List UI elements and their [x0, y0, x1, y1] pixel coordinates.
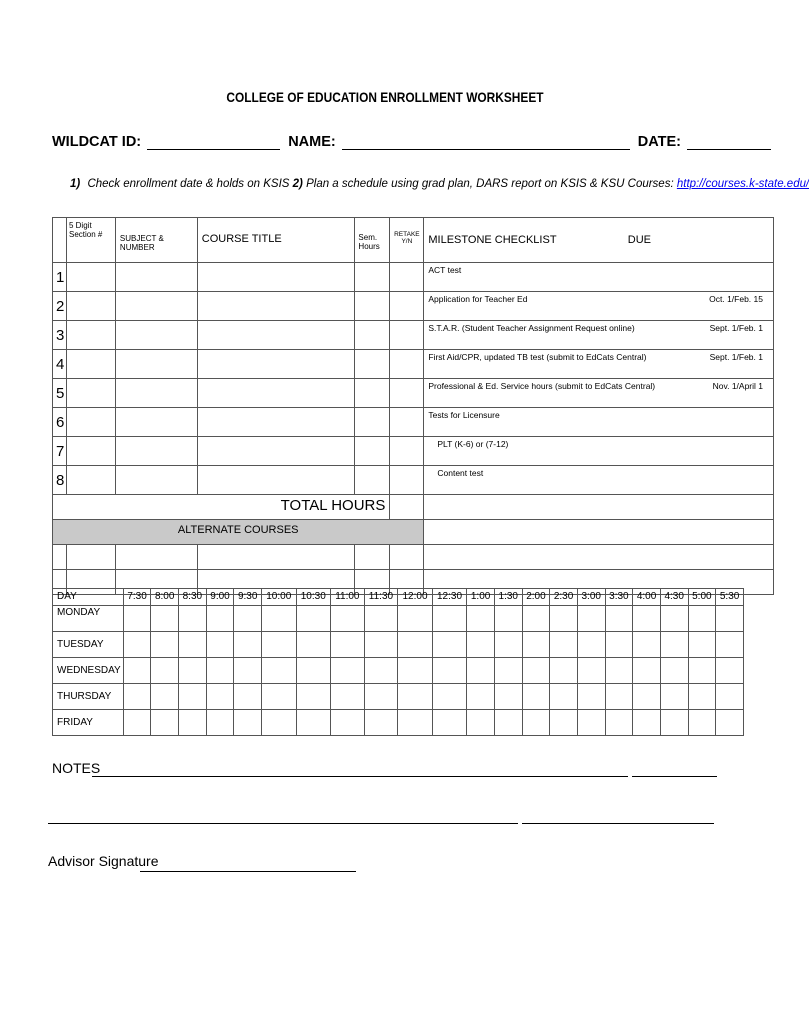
- time-slot-header: 9:00: [206, 589, 234, 606]
- milestone-due: Oct. 1/Feb. 15: [709, 294, 763, 304]
- schedule-cell[interactable]: [550, 606, 578, 632]
- schedule-cell[interactable]: [151, 606, 179, 632]
- subject-cell[interactable]: [115, 321, 197, 350]
- schedule-cell[interactable]: [633, 606, 661, 632]
- schedule-cell[interactable]: [660, 684, 688, 710]
- schedule-cell[interactable]: [364, 606, 398, 632]
- retake-cell[interactable]: [390, 466, 424, 495]
- time-slot-header: 12:00: [398, 589, 433, 606]
- schedule-cell[interactable]: [151, 684, 179, 710]
- schedule-cell[interactable]: [179, 684, 207, 710]
- schedule-cell[interactable]: [605, 658, 633, 684]
- schedule-cell[interactable]: [467, 632, 495, 658]
- time-slot-header: 8:00: [151, 589, 179, 606]
- milestone-text: ACT test: [428, 265, 462, 275]
- time-slot-header: 4:00: [633, 589, 661, 606]
- schedule-cell[interactable]: [364, 632, 398, 658]
- course-row: [53, 379, 774, 408]
- row-number: 6: [53, 408, 67, 437]
- course-row: [53, 408, 774, 437]
- time-slot-header: 3:00: [577, 589, 605, 606]
- course-row: [53, 437, 774, 466]
- course-title-cell[interactable]: [197, 350, 355, 379]
- schedule-cell[interactable]: [364, 710, 398, 736]
- schedule-header-row: [53, 589, 744, 606]
- schedule-cell[interactable]: [331, 658, 365, 684]
- row-number: 4: [53, 350, 67, 379]
- time-slot-header: 9:30: [234, 589, 262, 606]
- milestone-item[interactable]: [424, 466, 774, 495]
- schedule-cell[interactable]: [605, 632, 633, 658]
- course-title-header: COURSE TITLE: [197, 218, 355, 263]
- time-slot-header: 11:00: [331, 589, 365, 606]
- milestone-item[interactable]: [424, 292, 774, 321]
- schedule-cell[interactable]: [398, 606, 433, 632]
- retake-cell[interactable]: [390, 321, 424, 350]
- hours-cell[interactable]: [355, 321, 390, 350]
- row-number: 5: [53, 379, 67, 408]
- schedule-cell[interactable]: [432, 632, 467, 658]
- section-cell[interactable]: [66, 408, 115, 437]
- time-slot-header: 5:30: [716, 589, 744, 606]
- schedule-cell[interactable]: [688, 658, 716, 684]
- schedule-cell[interactable]: [716, 710, 744, 736]
- schedule-cell[interactable]: [179, 606, 207, 632]
- milestone-due: Sept. 1/Feb. 1: [709, 352, 763, 362]
- milestone-due: Nov. 1/April 1: [712, 381, 763, 391]
- date-field[interactable]: [687, 135, 771, 150]
- alternate-courses-row: [53, 520, 774, 545]
- schedule-cell[interactable]: [633, 632, 661, 658]
- hours-cell[interactable]: [355, 466, 390, 495]
- schedule-cell[interactable]: [331, 684, 365, 710]
- day-label: FRIDAY: [53, 710, 124, 736]
- step1-number: 1): [70, 178, 81, 190]
- schedule-cell[interactable]: [179, 632, 207, 658]
- schedule-day-row: [53, 684, 744, 710]
- section-cell[interactable]: [66, 379, 115, 408]
- time-slot-header: 10:00: [262, 589, 297, 606]
- notes-line-2b[interactable]: [522, 823, 714, 824]
- schedule-cell[interactable]: [688, 710, 716, 736]
- row-number: 7: [53, 437, 67, 466]
- course-title-cell[interactable]: [197, 292, 355, 321]
- hours-cell[interactable]: [355, 379, 390, 408]
- schedule-cell[interactable]: [151, 710, 179, 736]
- notes-line-2[interactable]: [48, 823, 518, 824]
- section-cell[interactable]: [66, 321, 115, 350]
- subject-cell[interactable]: [115, 263, 197, 292]
- schedule-cell[interactable]: [605, 710, 633, 736]
- total-hours-label: TOTAL HOURS: [53, 495, 390, 520]
- schedule-cell[interactable]: [550, 658, 578, 684]
- schedule-cell[interactable]: [296, 710, 331, 736]
- subject-header: SUBJECT & NUMBER: [115, 218, 197, 263]
- row-number: 1: [53, 263, 67, 292]
- schedule-cell[interactable]: [398, 632, 433, 658]
- milestone-item[interactable]: [424, 321, 774, 350]
- course-title-cell[interactable]: [197, 437, 355, 466]
- advisor-signature-section: [48, 853, 159, 869]
- course-row: [53, 292, 774, 321]
- section-cell[interactable]: [66, 263, 115, 292]
- course-title-cell[interactable]: [197, 466, 355, 495]
- day-label: MONDAY: [53, 606, 124, 632]
- section-cell[interactable]: [66, 292, 115, 321]
- schedule-cell[interactable]: [364, 684, 398, 710]
- retake-cell[interactable]: [390, 292, 424, 321]
- time-slot-header: 1:30: [494, 589, 522, 606]
- schedule-cell[interactable]: [605, 684, 633, 710]
- time-slot-header: 7:30: [123, 589, 151, 606]
- advisor-signature-label: Advisor Signature: [48, 853, 159, 869]
- subject-cell[interactable]: [115, 292, 197, 321]
- retake-cell[interactable]: [390, 263, 424, 292]
- schedule-cell[interactable]: [716, 632, 744, 658]
- schedule-cell[interactable]: [432, 606, 467, 632]
- schedule-cell[interactable]: [633, 658, 661, 684]
- course-row: [53, 321, 774, 350]
- schedule-cell[interactable]: [577, 658, 605, 684]
- time-slot-header: 4:30: [660, 589, 688, 606]
- course-row: [53, 263, 774, 292]
- time-slot-header: 1:00: [467, 589, 495, 606]
- schedule-cell[interactable]: [262, 632, 297, 658]
- notes-line-1[interactable]: [92, 776, 628, 777]
- schedule-cell[interactable]: [398, 710, 433, 736]
- schedule-cell[interactable]: [398, 658, 433, 684]
- schedule-cell[interactable]: [633, 684, 661, 710]
- schedule-cell[interactable]: [296, 684, 331, 710]
- header-fields: [52, 134, 771, 150]
- alternate-courses-label: ALTERNATE COURSES: [53, 520, 424, 545]
- time-slot-header: 2:30: [550, 589, 578, 606]
- schedule-cell[interactable]: [296, 658, 331, 684]
- schedule-cell[interactable]: [331, 632, 365, 658]
- schedule-cell[interactable]: [633, 710, 661, 736]
- time-slot-header: 8:30: [179, 589, 207, 606]
- course-table: [52, 217, 774, 595]
- notes-section: [52, 760, 100, 776]
- schedule-cell[interactable]: [577, 606, 605, 632]
- subject-cell[interactable]: [115, 408, 197, 437]
- schedule-cell[interactable]: [494, 710, 522, 736]
- retake-cell[interactable]: [390, 350, 424, 379]
- subject-cell[interactable]: [115, 379, 197, 408]
- milestone-text: Content test: [437, 468, 484, 478]
- schedule-cell[interactable]: [123, 710, 151, 736]
- course-row: [53, 350, 774, 379]
- milestone-item[interactable]: [424, 408, 774, 437]
- hours-header: Sem. Hours: [355, 218, 390, 263]
- subject-cell[interactable]: [115, 437, 197, 466]
- course-title-cell[interactable]: [197, 408, 355, 437]
- schedule-cell[interactable]: [364, 658, 398, 684]
- milestone-text: Professional & Ed. Service hours (submit to EdCats Central): [428, 381, 656, 391]
- schedule-cell[interactable]: [151, 658, 179, 684]
- schedule-cell[interactable]: [660, 710, 688, 736]
- schedule-cell[interactable]: [262, 710, 297, 736]
- alternate-course-row: [53, 545, 774, 570]
- schedule-cell[interactable]: [522, 606, 550, 632]
- notes-label: NOTES: [52, 760, 101, 776]
- retake-cell[interactable]: [390, 437, 424, 466]
- schedule-cell[interactable]: [234, 710, 262, 736]
- section-header: 5 Digit Section #: [66, 218, 115, 263]
- row-number: 8: [53, 466, 67, 495]
- hours-cell[interactable]: [355, 408, 390, 437]
- schedule-cell[interactable]: [550, 632, 578, 658]
- date-label: DATE:: [637, 134, 682, 150]
- schedule-cell[interactable]: [262, 684, 297, 710]
- wildcat-id-field[interactable]: [147, 135, 280, 150]
- schedule-cell[interactable]: [467, 658, 495, 684]
- schedule-cell[interactable]: [123, 658, 151, 684]
- schedule-cell[interactable]: [688, 606, 716, 632]
- time-slot-header: 11:30: [364, 589, 398, 606]
- milestone-header: [424, 218, 774, 263]
- schedule-cell[interactable]: [577, 684, 605, 710]
- day-header: DAY: [53, 589, 124, 606]
- schedule-cell[interactable]: [577, 710, 605, 736]
- day-label: WEDNESDAY: [53, 658, 124, 684]
- schedule-cell[interactable]: [494, 606, 522, 632]
- schedule-cell[interactable]: [296, 606, 331, 632]
- total-hours-blank: [424, 495, 774, 520]
- total-hours-row: [53, 495, 774, 520]
- schedule-cell[interactable]: [522, 684, 550, 710]
- schedule-cell[interactable]: [522, 710, 550, 736]
- name-field[interactable]: [342, 135, 630, 150]
- schedule-cell[interactable]: [234, 684, 262, 710]
- schedule-cell[interactable]: [688, 684, 716, 710]
- section-cell[interactable]: [66, 350, 115, 379]
- schedule-cell[interactable]: [467, 606, 495, 632]
- advisor-signature-line[interactable]: [140, 871, 356, 872]
- schedule-cell[interactable]: [206, 684, 234, 710]
- schedule-cell[interactable]: [716, 606, 744, 632]
- schedule-cell[interactable]: [262, 658, 297, 684]
- schedule-cell[interactable]: [494, 658, 522, 684]
- schedule-cell[interactable]: [577, 632, 605, 658]
- notes-line-1b[interactable]: [632, 776, 717, 777]
- schedule-day-row: [53, 632, 744, 658]
- schedule-cell[interactable]: [688, 632, 716, 658]
- time-slot-header: 5:00: [688, 589, 716, 606]
- due-label: DUE: [627, 234, 651, 246]
- schedule-day-row: [53, 710, 744, 736]
- section-cell[interactable]: [66, 437, 115, 466]
- courses-link[interactable]: http://courses.k-state.edu/: [676, 178, 809, 190]
- milestone-item[interactable]: [424, 437, 774, 466]
- schedule-cell[interactable]: [179, 658, 207, 684]
- milestone-text: Application for Teacher Ed: [428, 294, 528, 304]
- instructions: [70, 178, 809, 190]
- milestone-item[interactable]: [424, 379, 774, 408]
- schedule-cell[interactable]: [331, 710, 365, 736]
- subject-cell[interactable]: [115, 466, 197, 495]
- milestone-text: First Aid/CPR, updated TB test (submit to EdCats Central): [428, 352, 647, 362]
- retake-cell[interactable]: [390, 408, 424, 437]
- schedule-cell[interactable]: [550, 684, 578, 710]
- course-table-header: [53, 218, 774, 263]
- schedule-cell[interactable]: [467, 710, 495, 736]
- schedule-cell[interactable]: [550, 710, 578, 736]
- hours-cell[interactable]: [355, 437, 390, 466]
- schedule-cell[interactable]: [331, 606, 365, 632]
- schedule-cell[interactable]: [206, 632, 234, 658]
- course-title-cell[interactable]: [197, 379, 355, 408]
- wildcat-id-label: WILDCAT ID:: [52, 134, 142, 150]
- schedule-cell[interactable]: [123, 606, 151, 632]
- schedule-cell[interactable]: [234, 606, 262, 632]
- schedule-cell[interactable]: [660, 632, 688, 658]
- schedule-cell[interactable]: [522, 658, 550, 684]
- schedule-cell[interactable]: [151, 632, 179, 658]
- course-row: [53, 466, 774, 495]
- schedule-cell[interactable]: [605, 606, 633, 632]
- hours-cell[interactable]: [355, 350, 390, 379]
- day-label: THURSDAY: [53, 684, 124, 710]
- retake-header: RETAKE Y/N: [390, 218, 424, 263]
- course-title-cell[interactable]: [197, 321, 355, 350]
- time-slot-header: 12:30: [432, 589, 467, 606]
- milestone-due: Sept. 1/Feb. 1: [709, 323, 763, 333]
- time-slot-header: 3:30: [605, 589, 633, 606]
- schedule-cell[interactable]: [494, 632, 522, 658]
- schedule-day-row: [53, 658, 744, 684]
- course-title-cell[interactable]: [197, 263, 355, 292]
- hours-cell[interactable]: [355, 292, 390, 321]
- row-number: 2: [53, 292, 67, 321]
- schedule-cell[interactable]: [522, 632, 550, 658]
- milestone-text: S.T.A.R. (Student Teacher Assignment Request online): [428, 323, 635, 333]
- retake-cell[interactable]: [390, 379, 424, 408]
- schedule-cell[interactable]: [262, 606, 297, 632]
- step2-number: 2): [292, 178, 303, 190]
- schedule-cell[interactable]: [467, 684, 495, 710]
- step1-text: Check enrollment date & holds on KSIS: [87, 178, 290, 190]
- row-number: 3: [53, 321, 67, 350]
- schedule-cell[interactable]: [234, 658, 262, 684]
- schedule-cell[interactable]: [123, 632, 151, 658]
- step2-text: Plan a schedule using grad plan, DARS report on KSIS & KSU Courses:: [306, 178, 674, 190]
- schedule-cell[interactable]: [206, 606, 234, 632]
- time-slot-header: 2:00: [522, 589, 550, 606]
- schedule-day-row: [53, 606, 744, 632]
- schedule-cell[interactable]: [398, 684, 433, 710]
- schedule-cell[interactable]: [206, 710, 234, 736]
- schedule-cell[interactable]: [234, 632, 262, 658]
- milestone-checklist-label: MILESTONE CHECKLIST: [428, 234, 557, 246]
- total-hours-retake[interactable]: [390, 495, 424, 520]
- schedule-cell[interactable]: [123, 684, 151, 710]
- hours-cell[interactable]: [355, 263, 390, 292]
- weekly-schedule-table: [52, 588, 744, 736]
- name-label: NAME:: [288, 134, 336, 150]
- schedule-cell[interactable]: [716, 684, 744, 710]
- schedule-cell[interactable]: [432, 684, 467, 710]
- milestone-text: PLT (K-6) or (7-12): [437, 439, 509, 449]
- time-slot-header: 10:30: [296, 589, 331, 606]
- schedule-cell[interactable]: [660, 606, 688, 632]
- schedule-cell[interactable]: [432, 658, 467, 684]
- schedule-cell[interactable]: [494, 684, 522, 710]
- section-cell[interactable]: [66, 466, 115, 495]
- milestone-item[interactable]: [424, 263, 774, 292]
- schedule-cell[interactable]: [432, 710, 467, 736]
- milestone-text: Tests for Licensure: [428, 410, 500, 420]
- day-label: TUESDAY: [53, 632, 124, 658]
- milestone-item[interactable]: [424, 350, 774, 379]
- schedule-cell[interactable]: [716, 658, 744, 684]
- schedule-cell[interactable]: [179, 710, 207, 736]
- subject-cell[interactable]: [115, 350, 197, 379]
- schedule-cell[interactable]: [206, 658, 234, 684]
- page-title: COLLEGE OF EDUCATION ENROLLMENT WORKSHEET: [226, 89, 544, 105]
- schedule-cell[interactable]: [296, 632, 331, 658]
- schedule-cell[interactable]: [660, 658, 688, 684]
